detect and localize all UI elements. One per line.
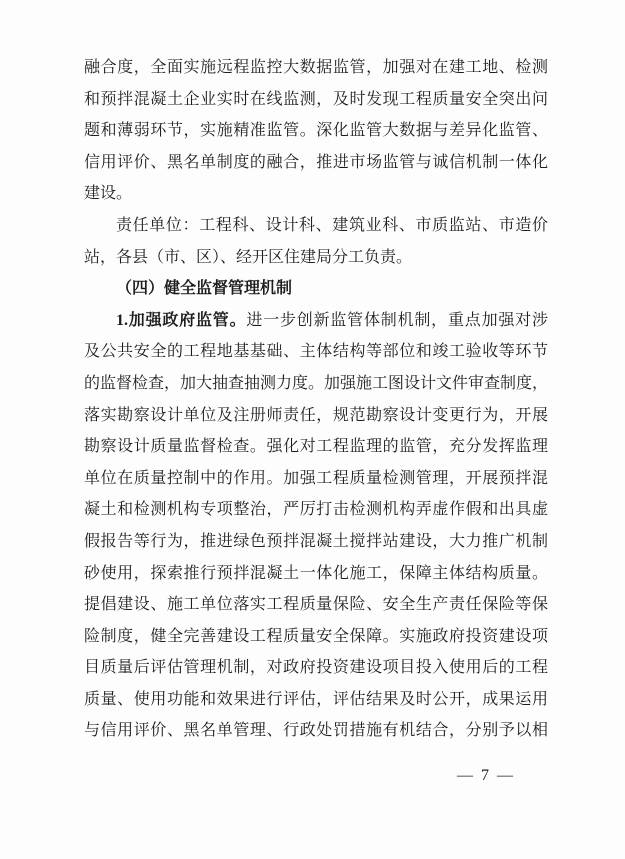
text-line — [84, 52, 548, 84]
text-run: 融合度，全面实施远程监控大数据监管，加强对在建工地、检测 — [84, 59, 548, 76]
text-line — [84, 558, 548, 590]
text-run: 砂使用，探索推行预拌混凝土一体化施工，保障主体结构质量。 — [84, 564, 548, 582]
text-line — [84, 368, 548, 400]
text-line — [84, 652, 548, 684]
text-line — [84, 210, 548, 242]
bold-text-run: （四）健全监督管理机制 — [116, 280, 293, 298]
text-run: 及公共安全的工程地基基础、主体结构等部位和竣工验收等环节 — [84, 343, 548, 361]
text-line — [84, 178, 548, 210]
text-line — [84, 684, 548, 716]
text-line — [84, 526, 548, 558]
text-line — [84, 84, 548, 116]
text-line — [84, 431, 548, 463]
text-run: 责任单位：工程科、设计科、建筑业科、市质监站、市造价 — [116, 216, 548, 234]
text-line — [84, 589, 548, 621]
text-line — [84, 621, 548, 653]
text-run: 目质量后评估管理机制，对政府投资建设项目投入使用后的工程 — [84, 659, 548, 677]
text-run: 勘察设计质量监督检查。强化对工程监理的监管，充分发挥监理 — [84, 438, 548, 456]
text-line — [84, 336, 548, 368]
text-run: 落实勘察设计单位及注册师责任，规范勘察设计变更行为，开展 — [84, 406, 548, 424]
text-line — [84, 463, 548, 495]
text-line — [84, 115, 548, 147]
text-run: 与信用评价、黑名单管理、行政处罚措施有机结合，分别予以相 — [84, 722, 548, 740]
text-line — [84, 305, 548, 337]
heading-line — [84, 273, 548, 305]
text-run: 进一步创新监管体制机制，重点加强对涉 — [246, 311, 548, 329]
text-run: 的监督检查，加大抽查抽测力度。加强施工图设计文件审查制度， — [84, 374, 548, 392]
text-run: 信用评价、黑名单制度的融合，推进市场监管与诚信机制一体化 — [84, 153, 548, 171]
text-run: 假报告等行为，推进绿色预拌混凝土搅拌站建设，大力推广机制 — [84, 532, 548, 550]
text-run: 和预拌混凝土企业实时在线监测，及时发现工程质量安全突出问 — [84, 90, 548, 108]
document-body — [84, 52, 548, 747]
text-run: 建设。 — [84, 185, 133, 203]
text-line — [84, 494, 548, 526]
bold-text-run: 1.加强政府监管。 — [116, 311, 247, 329]
text-run: 质量、使用功能和效果进行评估，评估结果及时公开，成果运用 — [84, 690, 548, 708]
text-run: 提倡建设、施工单位落实工程质量保险、安全生产责任保险等保 — [84, 596, 548, 614]
text-run: 单位在质量控制中的作用。加强工程质量检测管理，开展预拌混 — [84, 469, 548, 487]
page-number: — 7 — — [457, 767, 515, 784]
text-run: 凝土和检测机构专项整治，严厉打击检测机构弄虚作假和出具虚 — [84, 501, 548, 519]
text-run: 站，各县（市、区）、经开区住建局分工负责。 — [84, 248, 413, 266]
text-line — [84, 242, 548, 274]
text-run: 险制度，健全完善建设工程质量安全保障。实施政府投资建设项 — [84, 627, 548, 645]
text-line — [84, 400, 548, 432]
text-run: 题和薄弱环节，实施精准监管。深化监管大数据与差异化监管、 — [84, 122, 548, 140]
text-line — [84, 147, 548, 179]
text-line — [84, 715, 548, 747]
